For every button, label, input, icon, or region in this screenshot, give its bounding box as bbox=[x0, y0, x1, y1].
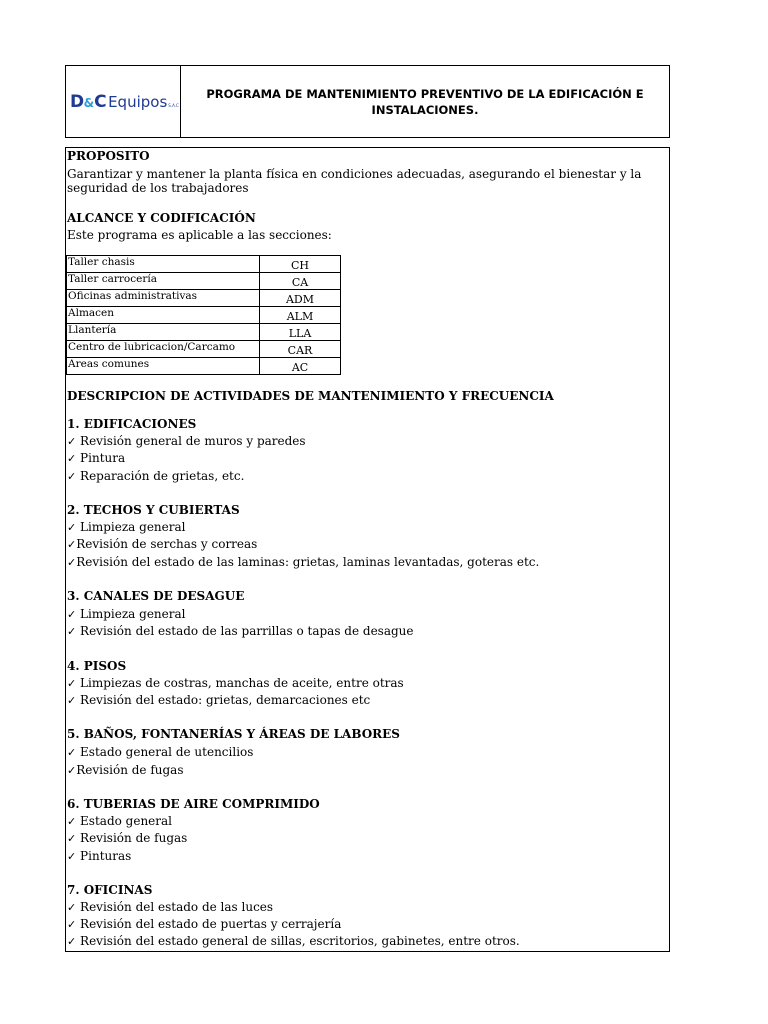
section-code: CA bbox=[260, 273, 341, 290]
title-cell bbox=[181, 66, 669, 137]
section-name: Llantería bbox=[67, 324, 260, 341]
table-row bbox=[67, 307, 341, 324]
purpose-text-line-2: seguridad de los trabajadores bbox=[67, 181, 249, 195]
table-row bbox=[67, 358, 341, 375]
list-item: ✓ Pinturas bbox=[67, 849, 132, 863]
group-title-techos: 2. TECHOS Y CUBIERTAS bbox=[67, 503, 240, 517]
check-icon: ✓ bbox=[67, 918, 77, 931]
table-row bbox=[67, 290, 341, 307]
list-item: ✓ Revisión del estado de las parrillas o tapas de desague bbox=[67, 624, 414, 638]
section-name: Areas comunes bbox=[67, 358, 260, 375]
list-item: ✓ Limpieza general bbox=[67, 520, 186, 534]
check-icon: ✓ bbox=[67, 452, 77, 465]
check-icon: ✓ bbox=[67, 435, 77, 448]
section-code: LLA bbox=[260, 324, 341, 341]
check-icon: ✓ bbox=[67, 764, 77, 777]
check-icon: ✓ bbox=[67, 850, 77, 863]
check-icon: ✓ bbox=[67, 746, 77, 759]
group-title-edificaciones: 1. EDIFICACIONES bbox=[67, 417, 197, 431]
logo-cell bbox=[66, 66, 181, 137]
check-icon: ✓ bbox=[67, 521, 77, 534]
list-item: ✓ Pintura bbox=[67, 451, 126, 465]
document-title: PROGRAMA DE MANTENIMIENTO PREVENTIVO DE LA EDIFICACIÓN E INSTALACIONES. bbox=[206, 86, 644, 117]
section-code: ADM bbox=[260, 290, 341, 307]
check-icon: ✓ bbox=[67, 901, 77, 914]
group-title-canales: 3. CANALES DE DESAGUE bbox=[67, 589, 245, 603]
section-code: AC bbox=[260, 358, 341, 375]
list-item: ✓Revisión de fugas bbox=[67, 763, 184, 777]
purpose-text-line-1: Garantizar y mantener la planta física en condiciones adecuadas, asegurando el bienestar y la bbox=[67, 167, 642, 181]
group-title-tuberias: 6. TUBERIAS DE AIRE COMPRIMIDO bbox=[67, 797, 320, 811]
section-name: Taller chasis bbox=[67, 256, 260, 273]
check-icon: ✓ bbox=[67, 625, 77, 638]
list-item: ✓ Revisión de fugas bbox=[67, 831, 188, 845]
list-item: ✓ Reparación de grietas, etc. bbox=[67, 469, 245, 483]
group-title-oficinas: 7. OFICINAS bbox=[67, 883, 153, 897]
list-item: ✓ Revisión del estado de las luces bbox=[67, 900, 274, 914]
table-row bbox=[67, 341, 341, 358]
table-row bbox=[67, 273, 341, 290]
list-item: ✓ Revisión del estado general de sillas, escritorios, gabinetes, entre otros. bbox=[67, 934, 520, 948]
company-logo: D & C Equipos S.A.C bbox=[70, 91, 179, 112]
check-icon: ✓ bbox=[67, 538, 77, 551]
document-header bbox=[65, 65, 670, 138]
group-title-pisos: 4. PISOS bbox=[67, 659, 127, 673]
purpose-heading: PROPOSITO bbox=[67, 149, 150, 163]
section-name: Taller carrocería bbox=[67, 273, 260, 290]
list-item: ✓ Revisión del estado: grietas, demarcaciones etc bbox=[67, 693, 371, 707]
list-item: ✓ Limpiezas de costras, manchas de aceite, entre otras bbox=[67, 676, 404, 690]
section-code: CAR bbox=[260, 341, 341, 358]
group-title-banos: 5. BAÑOS, FONTANERÍAS Y ÁREAS DE LABORES bbox=[67, 727, 400, 741]
list-item: ✓ Estado general bbox=[67, 814, 173, 828]
check-icon: ✓ bbox=[67, 677, 77, 690]
check-icon: ✓ bbox=[67, 470, 77, 483]
section-codes-table bbox=[66, 255, 341, 375]
table-row bbox=[67, 324, 341, 341]
scope-intro: Este programa es aplicable a las secciones: bbox=[67, 228, 332, 242]
check-icon: ✓ bbox=[67, 815, 77, 828]
section-code: ALM bbox=[260, 307, 341, 324]
section-name: Almacen bbox=[67, 307, 260, 324]
list-item: ✓ Estado general de utencilios bbox=[67, 745, 254, 759]
list-item: ✓ Revisión general de muros y paredes bbox=[67, 434, 306, 448]
check-icon: ✓ bbox=[67, 935, 77, 948]
check-icon: ✓ bbox=[67, 832, 77, 845]
section-code: CH bbox=[260, 256, 341, 273]
scope-heading: ALCANCE Y CODIFICACIÓN bbox=[67, 211, 256, 225]
list-item: ✓Revisión del estado de las laminas: grietas, laminas levantadas, goteras etc. bbox=[67, 555, 540, 569]
list-item: ✓ Limpieza general bbox=[67, 607, 186, 621]
table-row bbox=[67, 256, 341, 273]
section-name: Oficinas administrativas bbox=[67, 290, 260, 307]
content-box bbox=[65, 147, 670, 952]
check-icon: ✓ bbox=[67, 556, 77, 569]
activities-heading: DESCRIPCION DE ACTIVIDADES DE MANTENIMIENTO Y FRECUENCIA bbox=[67, 389, 554, 403]
list-item: ✓ Revisión del estado de puertas y cerrajería bbox=[67, 917, 342, 931]
list-item: ✓Revisión de serchas y correas bbox=[67, 537, 258, 551]
section-name: Centro de lubricacion/Carcamo bbox=[67, 341, 260, 358]
check-icon: ✓ bbox=[67, 694, 77, 707]
check-icon: ✓ bbox=[67, 608, 77, 621]
